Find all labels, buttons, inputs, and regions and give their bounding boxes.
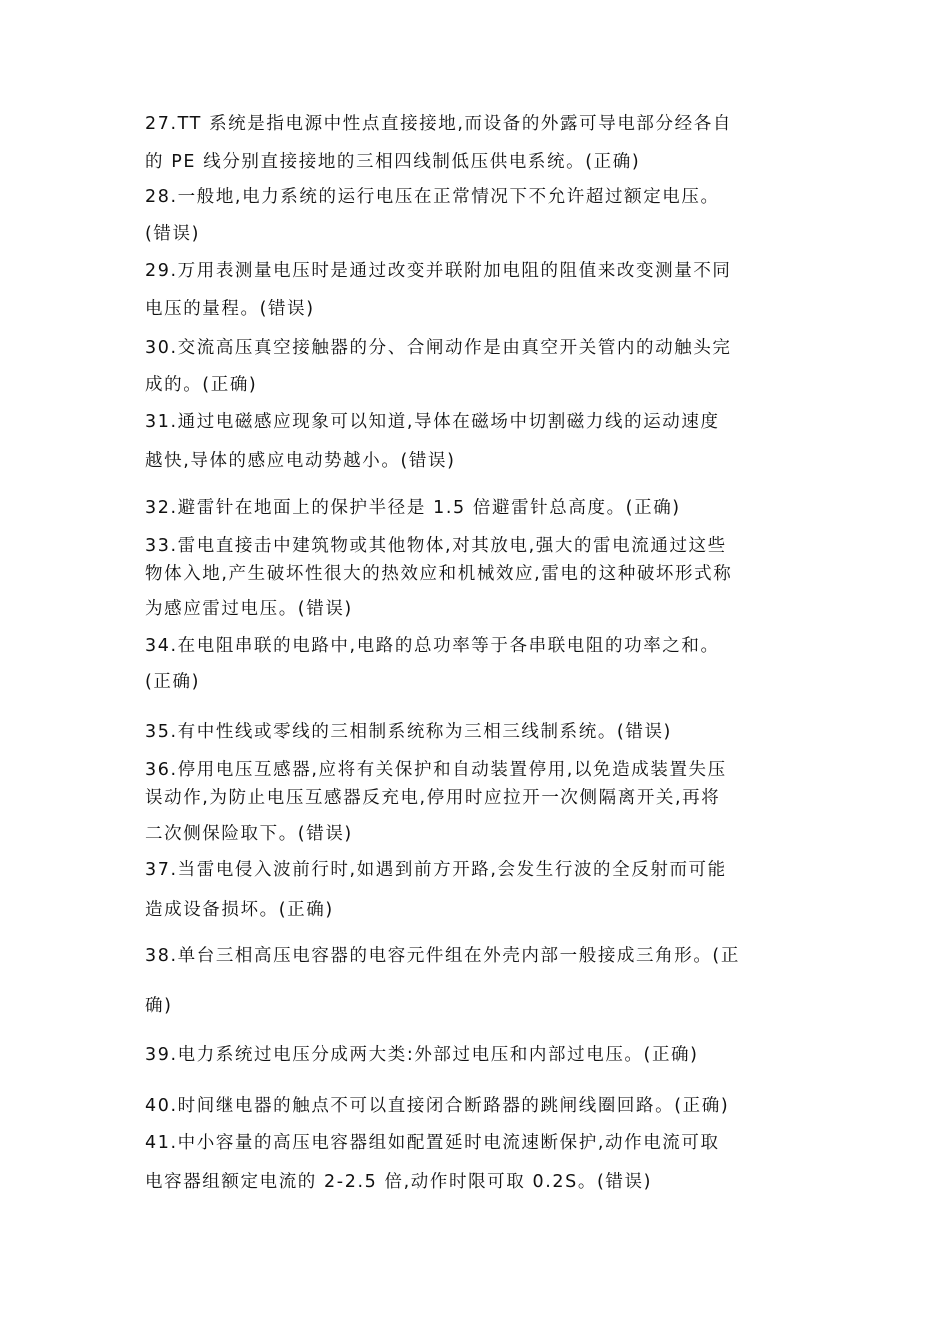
question-35-line-1: 35.有中性线或零线的三相制系统称为三相三线制系统。(错误)	[145, 722, 672, 742]
question-29-line-2: 电压的量程。(错误)	[145, 299, 315, 319]
question-28-line-2: (错误)	[145, 224, 201, 244]
question-27-line-1: 27.TT 系统是指电源中性点直接接地,而设备的外露可导电部分经各自	[145, 114, 732, 134]
question-36-line-1: 36.停用电压互感器,应将有关保护和自动装置停用,以免造成装置失压	[145, 760, 727, 780]
question-41-line-1: 41.中小容量的高压电容器组如配置延时电流速断保护,动作电流可取	[145, 1133, 720, 1153]
question-36-line-3: 二次侧保险取下。(错误)	[145, 824, 353, 844]
question-38-line-1: 38.单台三相高压电容器的电容元件组在外壳内部一般接成三角形。(正	[145, 946, 740, 966]
question-27-line-2: 的 PE 线分别直接接地的三相四线制低压供电系统。(正确)	[145, 152, 641, 172]
question-34-line-2: (正确)	[145, 672, 201, 692]
question-33-line-2: 物体入地,产生破坏性很大的热效应和机械效应,雷电的这种破坏形式称	[145, 564, 733, 584]
question-41-line-2: 电容器组额定电流的 2-2.5 倍,动作时限可取 0.2S。(错误)	[145, 1172, 653, 1192]
question-34-line-1: 34.在电阻串联的电路中,电路的总功率等于各串联电阻的功率之和。	[145, 636, 720, 656]
question-29-line-1: 29.万用表测量电压时是通过改变并联附加电阻的阻值来改变测量不同	[145, 261, 732, 281]
question-37-line-2: 造成设备损坏。(正确)	[145, 900, 334, 920]
question-36-line-2: 误动作,为防止电压互感器反充电,停用时应拉开一次侧隔离开关,再将	[145, 788, 721, 808]
question-33-line-3: 为感应雷过电压。(错误)	[145, 599, 353, 619]
question-39-line-1: 39.电力系统过电压分成两大类:外部过电压和内部过电压。(正确)	[145, 1045, 699, 1065]
question-30-line-1: 30.交流高压真空接触器的分、合闸动作是由真空开关管内的动触头完	[145, 338, 732, 358]
question-31-line-2: 越快,导体的感应电动势越小。(错误)	[145, 451, 456, 471]
question-28-line-1: 28.一般地,电力系统的运行电压在正常情况下不允许超过额定电压。	[145, 187, 720, 207]
question-32-line-1: 32.避雷针在地面上的保护半径是 1.5 倍避雷针总高度。(正确)	[145, 498, 681, 518]
question-30-line-2: 成的。(正确)	[145, 375, 258, 395]
question-31-line-1: 31.通过电磁感应现象可以知道,导体在磁场中切割磁力线的运动速度	[145, 412, 720, 432]
question-38-line-2: 确)	[145, 996, 173, 1016]
question-33-line-1: 33.雷电直接击中建筑物或其他物体,对其放电,强大的雷电流通过这些	[145, 536, 727, 556]
question-40-line-1: 40.时间继电器的触点不可以直接闭合断路器的跳闸线圈回路。(正确)	[145, 1096, 730, 1116]
question-37-line-1: 37.当雷电侵入波前行时,如遇到前方开路,会发生行波的全反射而可能	[145, 860, 727, 880]
